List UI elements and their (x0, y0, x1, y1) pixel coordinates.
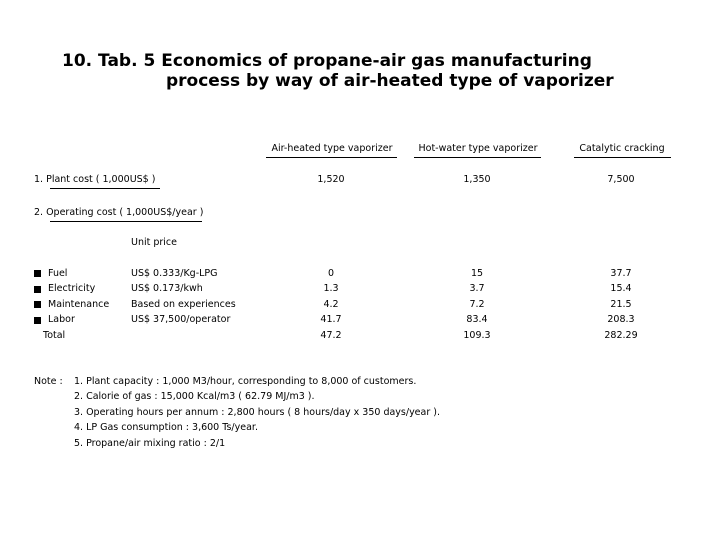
note-item: 2. Calorie of gas : 15,000 Kcal/m3 ( 62.79 MJ/m3 ). (74, 391, 315, 402)
row-value: 0 (327, 268, 335, 279)
row-name: Labor (48, 314, 75, 325)
column-header-underline (574, 157, 671, 158)
row-value: 1.3 (323, 283, 339, 294)
column-header-catalytic: Catalytic cracking (579, 143, 665, 154)
title-line-2: process by way of air-heated type of vaporizer (166, 71, 614, 91)
operating-cost-underline (50, 221, 202, 222)
column-header-hot-water: Hot-water type vaporizer (418, 143, 538, 154)
note-label: Note : (34, 376, 63, 387)
column-header-air-heated: Air-heated type vaporizer (271, 143, 393, 154)
row-value: 15 (470, 268, 484, 279)
row-value: 15.4 (610, 283, 632, 294)
row-unit-price: Based on experiences (131, 299, 236, 310)
row-value: 83.4 (466, 314, 488, 325)
plant-cost-label: 1. Plant cost ( 1,000US$ ) (34, 174, 156, 185)
column-header-underline (266, 157, 397, 158)
column-header-underline (414, 157, 541, 158)
bullet-icon (34, 317, 41, 324)
bullet-icon (34, 270, 41, 277)
total-label: Total (43, 330, 66, 341)
total-value: 282.29 (604, 330, 638, 341)
row-name: Electricity (48, 283, 96, 294)
row-value: 37.7 (610, 268, 632, 279)
plant-cost-value: 7,500 (607, 174, 635, 185)
operating-cost-label: 2. Operating cost ( 1,000US$/year ) (34, 207, 204, 218)
row-value: 3.7 (469, 283, 485, 294)
bullet-icon (34, 286, 41, 293)
total-value: 47.2 (320, 330, 342, 341)
note-item: 1. Plant capacity : 1,000 M3/hour, corresponding to 8,000 of customers. (74, 376, 417, 387)
row-value: 4.2 (323, 299, 339, 310)
title-line-1: 10. Tab. 5 Economics of propane-air gas manufacturing (62, 51, 592, 71)
row-unit-price: US$ 37,500/operator (131, 314, 231, 325)
unit-price-header: Unit price (131, 237, 178, 248)
bullet-icon (34, 301, 41, 308)
row-unit-price: US$ 0.333/Kg-LPG (131, 268, 218, 279)
row-value: 7.2 (469, 299, 485, 310)
note-item: 5. Propane/air mixing ratio : 2/1 (74, 438, 226, 449)
note-item: 3. Operating hours per annum : 2,800 hours ( 8 hours/day x 350 days/year ). (74, 407, 441, 418)
row-unit-price: US$ 0.173/kwh (131, 283, 203, 294)
row-value: 21.5 (610, 299, 632, 310)
row-value: 208.3 (607, 314, 635, 325)
plant-cost-value: 1,520 (317, 174, 345, 185)
total-value: 109.3 (463, 330, 491, 341)
row-name: Fuel (48, 268, 68, 279)
row-name: Maintenance (48, 299, 110, 310)
plant-cost-value: 1,350 (463, 174, 491, 185)
plant-cost-underline (50, 188, 160, 189)
row-value: 41.7 (320, 314, 342, 325)
note-item: 4. LP Gas consumption : 3,600 Ts/year. (74, 422, 258, 433)
